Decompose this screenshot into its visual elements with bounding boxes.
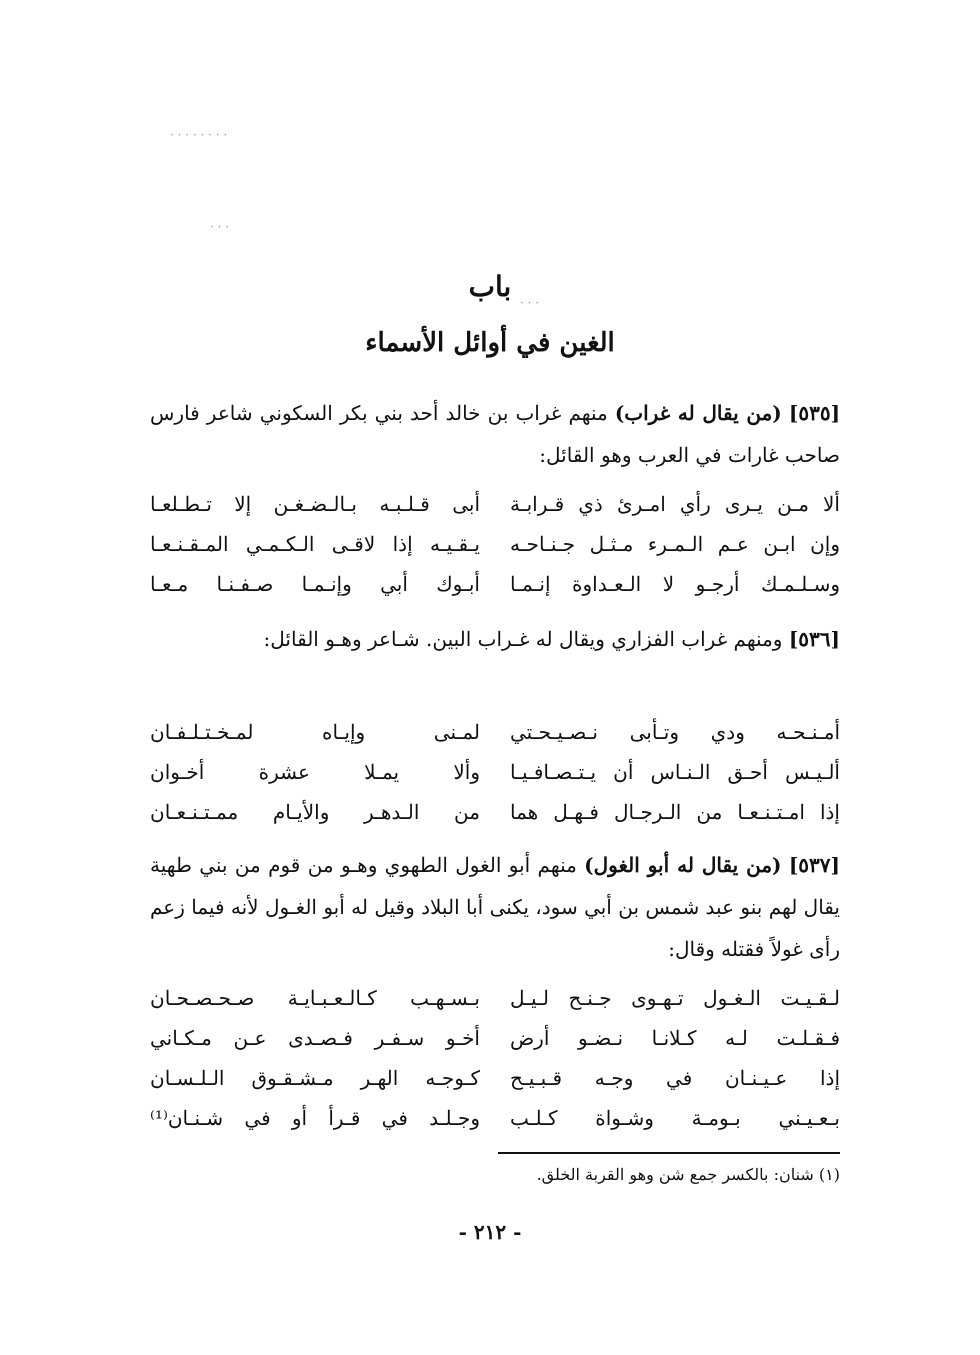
verse-line <box>150 752 840 792</box>
entry-paragraph <box>150 392 840 476</box>
verse-second-hemistich: وجـلـد في قـرأ أو في شـنـان⁽¹⁾ <box>150 1106 480 1130</box>
chapter-subtitle: الغين في أوائل الأسماء <box>365 328 615 358</box>
verse-line <box>150 484 840 524</box>
verse-line <box>150 1018 840 1058</box>
scan-noise: · · · <box>520 296 540 310</box>
chapter-title: باب <box>468 270 512 303</box>
verse-line <box>150 1058 840 1098</box>
verse-second-hemistich: أبـوك أبي وإنـمـا صـفـنـا مـعـا <box>150 572 480 596</box>
verse-first-hemistich: بـعـيـني بـومـة وشـواة كـلـب <box>510 1106 840 1130</box>
entry-text: منهم غراب بن خالد أحد بني بكر السكوني شاعر فارس صاحب غارات في العرب وهو القائل: <box>150 401 840 467</box>
verse-line <box>150 524 840 564</box>
verse-second-hemistich: بـسـهـب كـالـعـبـايـة صـحـصـحـان <box>150 986 480 1010</box>
verse-line <box>150 1098 840 1138</box>
entry-text: منهم أبو الغول الطهوي وهـو من قوم من بني طهية يقال لهم بنو عبد شمس بن أبي سود، يكنى أبا البلاد وقيل له أبو الغـول لأنه فيما زعم رأى غولاً فقتله وقال: <box>150 853 840 961</box>
verse-block <box>150 712 840 832</box>
verse-first-hemistich: لـقـيـت الـغـول تـهـوى جـنـح لـيـل <box>510 986 840 1010</box>
verse-second-hemistich: يـقـيـه إذا لاقـى الـكـمـي المـقـنـعـا <box>150 532 480 556</box>
verse-second-hemistich: كـوجـه الهـر مـشـقـوق الـلـسـان <box>150 1066 480 1090</box>
verse-first-hemistich: أمـنـحـه ودي وتـأبى نـصـيـحـتي <box>510 720 840 744</box>
verse-second-hemistich: لمـنى وإيـاه لمـخـتـلـفـان <box>150 720 480 744</box>
verse-first-hemistich: وإن ابـن عـم الـمـرء مـثـل جـنـاحـه <box>510 532 840 556</box>
verse-first-hemistich: ألـيـس أحـق الـنـاس أن يـتـصـافـيـا <box>510 760 840 784</box>
verse-line <box>150 978 840 1018</box>
verse-first-hemistich: ألا مـن يـرى رأي امـرئ ذي قـرابـة <box>510 492 840 516</box>
entry-lead: (من يقال له غراب) <box>614 401 782 425</box>
scan-noise: · · · <box>210 220 230 234</box>
verse-first-hemistich: فـقـلـت لـه كـلانـا نـضـو أرض <box>510 1026 840 1050</box>
verse-line <box>150 564 840 604</box>
verse-line <box>150 792 840 832</box>
footnote: (١) شنان: بالكسر جمع شن وهو القربة الخلق. <box>536 1165 840 1184</box>
verse-second-hemistich: أبى قـلـبـه بـالـضـغـن إلا تـطـلعـا <box>150 492 480 516</box>
entry-paragraph <box>150 844 840 970</box>
verse-line <box>150 712 840 752</box>
entry-number: [٥٣٥] <box>788 401 841 425</box>
verse-first-hemistich: إذا امـتـنـعـا من الـرجـال فـهـل هما <box>510 800 840 824</box>
scan-noise: · · · · · · · · <box>170 128 228 142</box>
page-number: - ٢١٢ - <box>458 1220 522 1244</box>
verse-second-hemistich: من الـدهـر والأيـام ممـتـنـعـان <box>150 800 480 824</box>
verse-block <box>150 978 840 1138</box>
verse-first-hemistich: وسـلـمـك أرجـو لا الـعـداوة إنـمـا <box>510 572 840 596</box>
entry-paragraph <box>150 618 840 660</box>
footnote-divider <box>498 1152 840 1154</box>
verse-second-hemistich: أخـو سـفـر فـصـدى عـن مـكـاني <box>150 1026 480 1050</box>
verse-first-hemistich: إذا عـيـنـان في وجـه قـبـيـح <box>510 1066 840 1090</box>
verse-second-hemistich: وألا يمـلا عشرة أخـوان <box>150 760 480 784</box>
entry-lead: (من يقال له أبو الغول) <box>584 853 782 877</box>
verse-block <box>150 484 840 604</box>
entry-number: [٥٣٦] <box>788 627 840 651</box>
entry-number: [٥٣٧] <box>788 853 840 877</box>
entry-text: ومنهم غراب الفزاري ويقال له غـراب البين. شـاعر وهـو القائل: <box>263 627 783 651</box>
